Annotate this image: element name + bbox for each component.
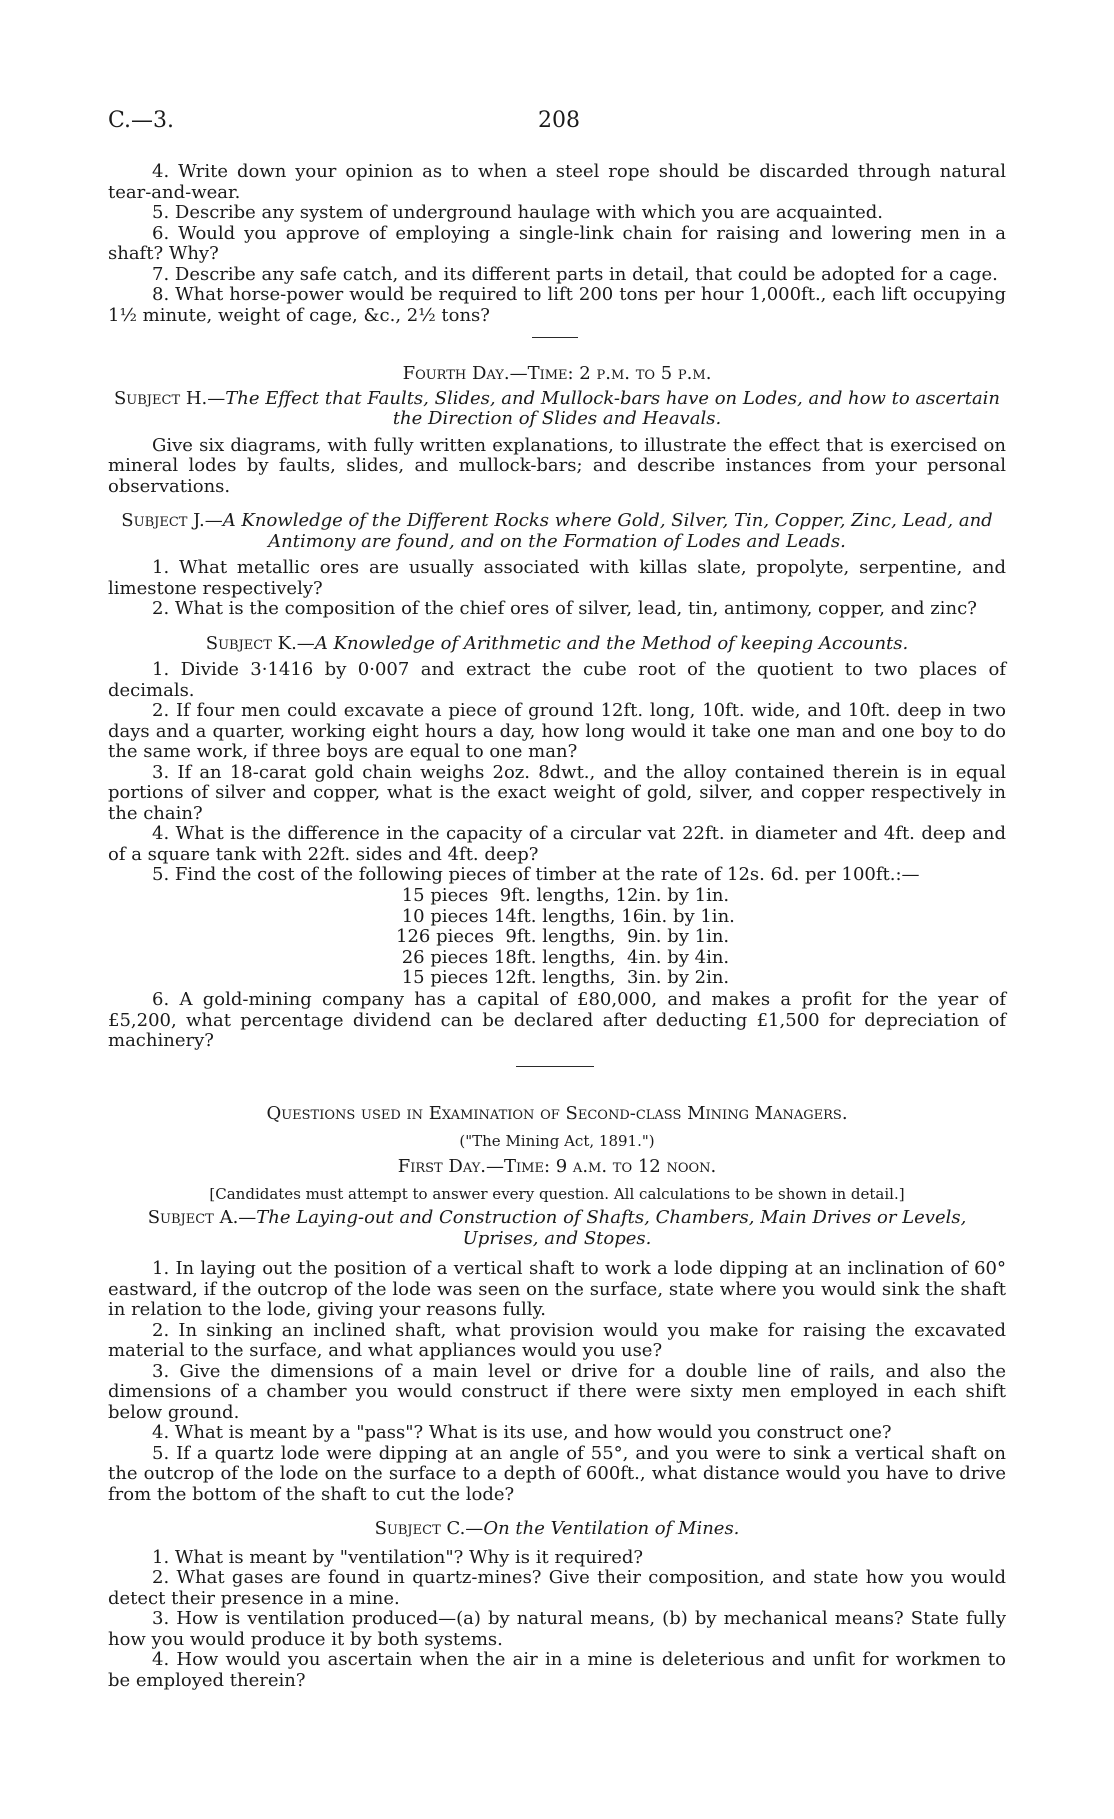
question-item: 8. What horse-power would be required to lift 200 tons per hour 1,000ft., each lift occupying 1½ minute, weight of cage, &c., 2½ tons? bbox=[108, 284, 1006, 326]
question-item: 1. What metallic ores are usually associated with killas slate, propolyte, serpentine, and limestone respectively? bbox=[108, 557, 1006, 599]
document-reference: C.—3. bbox=[108, 108, 175, 133]
section-divider bbox=[532, 337, 578, 338]
subject-a-title: The Laying-out and Construction of Shafts, Chambers, Main Drives or Levels, Uprises, and Stopes. bbox=[256, 1207, 967, 1249]
page-number: 208 bbox=[538, 108, 580, 133]
act-reference: ("The Mining Act, 1891.") bbox=[459, 1131, 655, 1150]
subject-a-label: Subject A.— bbox=[147, 1207, 257, 1228]
question-item: 1. What is meant by "ventilation"? Why is it required? bbox=[152, 1546, 644, 1568]
subject-k-label: Subject K.— bbox=[205, 632, 315, 654]
question-item: 6. Would you approve of employing a single-link chain for raising and lowering men in a shaft? Why? bbox=[108, 222, 1006, 264]
question-item: 2. If four men could excavate a piece of ground 12ft. long, 10ft. wide, and 10ft. deep in two days and a quarter, working eight hours a day, how long would it take one man and one boy to do the same work, if three boys are equal to one man? bbox=[108, 700, 1006, 762]
timber-row: 126 pieces 9ft. lengths, 9in. by 1in. bbox=[396, 926, 730, 947]
subject-j-heading bbox=[108, 511, 1006, 552]
part1-questions bbox=[108, 162, 1006, 326]
timber-row: 10 pieces 14ft. lengths, 16in. by 1in. bbox=[396, 905, 735, 927]
question-item: 5. Find the cost of the following pieces of timber at the rate of 12s. 6d. per 100ft.:— bbox=[152, 864, 920, 885]
question-item: 4. What is meant by a "pass"? What is its use, and how would you construct one? bbox=[152, 1422, 892, 1443]
subject-k-heading bbox=[108, 634, 1006, 655]
subject-j-title: A Knowledge of the Different Rocks where Gold, Silver, Tin, Copper, Zinc, Lead, and Antimony are found, and on the Formation of Lodes and Leads. bbox=[222, 510, 993, 552]
second-class-heading: Questions used in Examination of Second-class Mining Managers. bbox=[266, 1103, 848, 1124]
subject-h-body: Give six diagrams, with fully written explanations, to illustrate the effect that is exercised on mineral lodes by faults, slides, and mullock-bars; and describe instances from your personal observations. bbox=[108, 434, 1006, 497]
question-item: 4. What is the difference in the capacity of a circular vat 22ft. in diameter and 4ft. deep and of a square tank with 22ft. sides and 4ft. deep? bbox=[108, 823, 1006, 865]
question-item: 4. Write down your opinion as to when a steel rope should be discarded through natural tear-and-wear. bbox=[108, 161, 1006, 203]
question-item: 5. If a quartz lode were dipping at an angle of 55°, and you were to sink a vertical shaft on the outcrop of the lode on the surface to a depth of 600ft., what distance would you have to drive from the bottom of the shaft to cut the lode? bbox=[108, 1442, 1006, 1505]
question-item: 5. Describe any system of underground haulage with which you are acquainted. bbox=[152, 202, 884, 223]
second-class-section bbox=[108, 1104, 1006, 1691]
question-item: 3. If an 18-carat gold chain weighs 2oz. 8dwt., and the alloy contained therein is in equal portions of silver and copper, what is the exact weight of gold, silver, and copper respectively in the chain? bbox=[108, 761, 1006, 824]
question-item: 1. Divide 3·1416 by 0·007 and extract the cube root of the quotient to two places of decimals. bbox=[108, 659, 1006, 701]
first-day-heading: First Day.—Time: 9 a.m. to 12 noon. bbox=[397, 1156, 717, 1177]
candidate-note: [Candidates must attempt to answer every question. All calculations to be shown in detail.] bbox=[209, 1184, 905, 1203]
question-item: 7. Describe any safe catch, and its different parts in detail, that could be adopted for a cage. bbox=[152, 263, 998, 285]
subject-j-label: Subject J.— bbox=[121, 510, 223, 531]
subject-c-heading bbox=[108, 1519, 1006, 1540]
fourth-day-section bbox=[108, 364, 1006, 886]
timber-row: 15 pieces 12ft. lengths, 3in. by 2in. bbox=[396, 967, 730, 988]
section-divider bbox=[516, 1066, 594, 1067]
question-item: 3. How is ventilation produced—(a) by natural means, (b) by mechanical means? State fully how you would produce it by both systems. bbox=[108, 1608, 1006, 1650]
fourth-day-heading: Fourth Day.—Time: 2 p.m. to 5 p.m. bbox=[402, 363, 712, 384]
subject-k-title: A Knowledge of Arithmetic and the Method of keeping Accounts. bbox=[314, 632, 909, 654]
subject-h-heading bbox=[108, 389, 1006, 430]
subject-c-label: Subject C.— bbox=[374, 1518, 484, 1539]
subject-k-question-6 bbox=[108, 990, 1006, 1052]
question-item: 1. In laying out the position of a vertical shaft to work a lode dipping at an inclination of 60° eastward, if the outcrop of the lode was seen on the surface, state where you would sink the shaft in relation to the lode, giving your reasons fully. bbox=[108, 1258, 1006, 1320]
subject-h-title: The Effect that Faults, Slides, and Mullock-bars have on Lodes, and how to ascertain the Direction of Slides and Heavals. bbox=[225, 387, 1001, 429]
question-item: 4. How would you ascertain when the air in a mine is deleterious and unfit for workmen to be employed therein? bbox=[108, 1649, 1006, 1691]
subject-c-title: On the Ventilation of Mines. bbox=[483, 1518, 740, 1539]
question-item: 2. In sinking an inclined shaft, what provision would you make for raising the excavated material to the surface, and what appliances would you use? bbox=[108, 1319, 1006, 1361]
timber-row: 26 pieces 18ft. lengths, 4in. by 4in. bbox=[396, 946, 730, 968]
question-item: 6. A gold-mining company has a capital of £80,000, and makes a profit for the year of £5,200, what percentage dividend can be declared after deducting £1,500 for depreciation of machinery? bbox=[108, 989, 1006, 1051]
timber-row: 15 pieces 9ft. lengths, 12in. by 1in. bbox=[396, 885, 730, 906]
question-item: 2. What gases are found in quartz-mines? Give their composition, and state how you would detect their presence in a mine. bbox=[108, 1567, 1006, 1609]
timber-table bbox=[396, 886, 735, 989]
subject-a-heading bbox=[108, 1208, 1006, 1249]
question-item: 2. What is the composition of the chief ores of silver, lead, tin, antimony, copper, and zinc? bbox=[152, 598, 977, 619]
subject-h-label: Subject H.— bbox=[113, 387, 226, 409]
question-item: 3. Give the dimensions of a main level or drive for a double line of rails, and also the dimensions of a chamber you would construct if there were sixty men employed in each shift below ground. bbox=[108, 1360, 1006, 1423]
